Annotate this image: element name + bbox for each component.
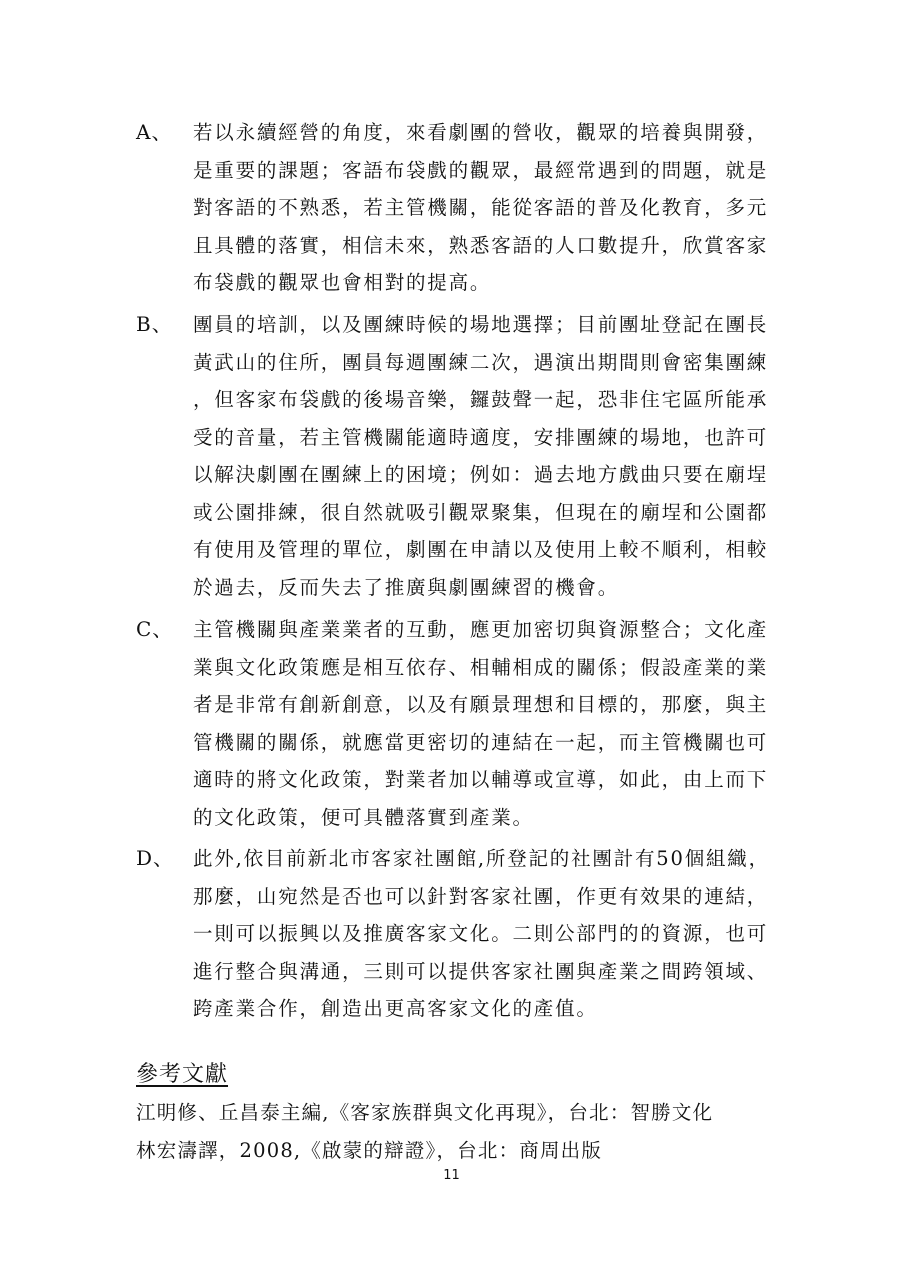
- text-line: 業與文化政策應是相互依存、相輔相成的關係；假設產業的業: [193, 655, 769, 679]
- text-line: 一則可以振興以及推廣客家文化。二則公部門的的資源，也可: [193, 922, 769, 945]
- text-line: 是重要的課題；客語布袋戲的觀眾，最經常遇到的問題，就是: [193, 158, 769, 182]
- text-line: 若以永續經營的角度，來看劇團的營收，觀眾的培養與開發，: [193, 121, 769, 144]
- list-marker: A、: [136, 120, 173, 144]
- list-marker: B、: [136, 312, 173, 336]
- page-number: 11: [443, 1168, 460, 1183]
- text-line: 對客語的不熟悉，若主管機關，能從客語的普及化教育，多元: [193, 196, 769, 219]
- list-marker: C、: [136, 617, 174, 641]
- references-heading: 參考文獻: [136, 1062, 229, 1087]
- list-item-text: [193, 306, 773, 606]
- text-line: 黃武山的住所，團員每週團練二次，遇演出期間則會密集團練: [193, 350, 769, 374]
- text-line: 受的音量，若主管機關能適時適度，安排團練的場地，也許可: [193, 425, 769, 449]
- list-item-text: [193, 840, 773, 1028]
- text-line: 且具體的落實，相信未來，熟悉客語的人口數提升，欣賞客家: [193, 233, 769, 257]
- text-line: 的文化政策，便可具體落實到產業。: [193, 805, 534, 829]
- text-line: 或公園排練，很自然就吸引觀眾聚集，但現在的廟埕和公園都: [193, 500, 769, 524]
- text-line: 布袋戲的觀眾也會相對的提高。: [193, 271, 492, 294]
- text-line: ，但客家布袋戲的後場音樂，鑼鼓聲一起，恐非住宅區所能承: [193, 388, 769, 411]
- text-line: 有使用及管理的單位，劇團在申請以及使用上較不順利，相較: [193, 538, 769, 561]
- list-item-text: [193, 114, 773, 302]
- text-line: 進行整合與溝通，三則可以提供客家社團與產業之間跨領域、: [193, 959, 769, 983]
- reference-entry: 江明修、丘昌泰主編,《客家族群與文化再現》，台北：智勝文化: [136, 1101, 714, 1124]
- list-item-text: [193, 611, 773, 836]
- text-line: 此外,依目前新北市客家社團館,所登記的社團計有50個組織，: [193, 847, 770, 870]
- reference-entry: 林宏濤譯，2008,《啟蒙的辯證》，台北：商周出版: [136, 1139, 603, 1162]
- text-line: 團員的培訓，以及團練時候的場地選擇；目前團址登記在團長: [193, 313, 769, 336]
- text-line: 跨產業合作，創造出更高客家文化的產值。: [193, 997, 598, 1020]
- text-line: 適時的將文化政策，對業者加以輔導或宣導，如此，由上而下: [193, 768, 769, 791]
- list-marker: D、: [136, 846, 175, 870]
- text-line: 者是非常有創新創意，以及有願景理想和目標的，那麼，與主: [193, 693, 769, 716]
- text-line: 管機關的關係，就應當更密切的連結在一起，而主管機關也可: [193, 730, 769, 754]
- text-line: 以解決劇團在團練上的困境；例如：過去地方戲曲只要在廟埕: [193, 463, 769, 486]
- text-line: 於過去，反而失去了推廣與劇團練習的機會。: [193, 575, 620, 599]
- text-line: 那麼，山宛然是否也可以針對客家社團，作更有效果的連結，: [193, 884, 769, 908]
- text-line: 主管機關與產業業者的互動，應更加密切與資源整合；文化產: [193, 618, 769, 641]
